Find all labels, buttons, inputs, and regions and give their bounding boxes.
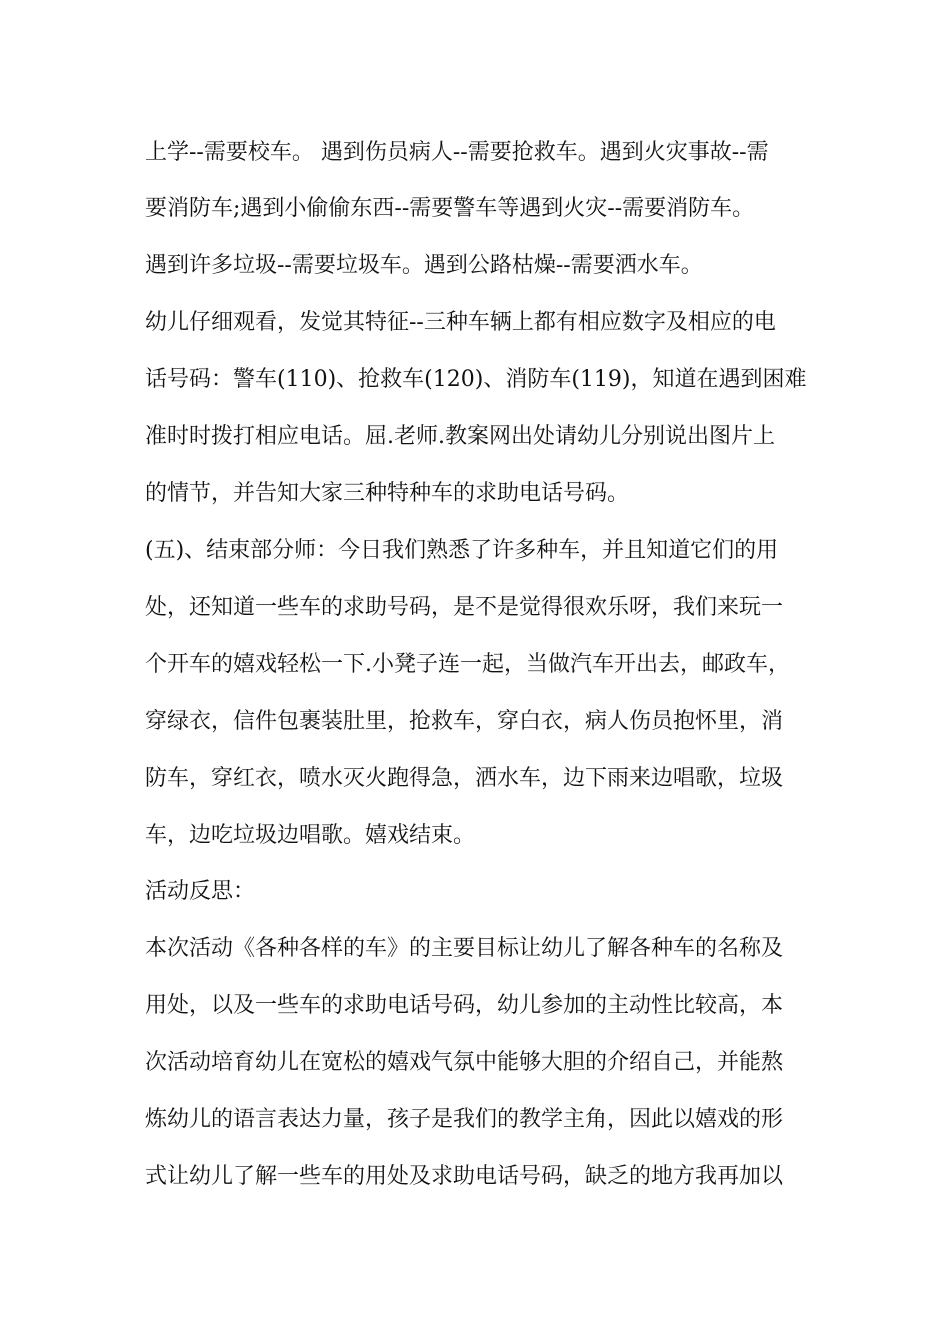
text-line: 遇到许多垃圾--需要垃圾车。遇到公路枯燥--需要洒水车。 <box>145 253 703 278</box>
text-line: 穿绿衣，信件包裹装肚里，抢救车，穿白衣，病人伤员抱怀里，消 <box>145 709 784 734</box>
text-line: 本次活动《各种各样的车》的主要目标让幼儿了解各种车的名称及 <box>145 936 784 961</box>
text-line: 次活动培育幼儿在宽松的嬉戏气氛中能够大胆的介绍自己，并能熬 <box>145 1050 784 1075</box>
text-line: 用处，以及一些车的求助电话号码，幼儿参加的主动性比较高，本 <box>145 993 784 1018</box>
text-line: 要消防车;遇到小偷偷东西--需要警车等遇到火灾--需要消防车。 <box>145 196 755 221</box>
text-line: 话号码：警车(110)、抢救车(120)、消防车(119)，知道在遇到困难 <box>145 367 807 392</box>
text-line: (五)、结束部分师：今日我们熟悉了许多种车，并且知道它们的用 <box>145 538 779 563</box>
text-line: 车，边吃垃圾边唱歌。嬉戏结束。 <box>145 823 476 848</box>
text-line: 防车，穿红衣，喷水灭火跑得急，洒水车，边下雨来边唱歌，垃圾 <box>145 766 784 791</box>
text-line: 式让幼儿了解一些车的用处及求助电话号码，缺乏的地方我再加以 <box>145 1164 784 1189</box>
text-line: 准时时拨打相应电话。屈.老师.教案网出处请幼儿分别说出图片上 <box>145 424 775 449</box>
text-line: 炼幼儿的语言表达力量，孩子是我们的教学主角，因此以嬉戏的形 <box>145 1107 784 1132</box>
text-line: 幼儿仔细观看，发觉其特征--三种车辆上都有相应数字及相应的电 <box>145 310 776 335</box>
section-heading: 活动反思： <box>145 879 256 904</box>
text-line: 处，还知道一些车的求助号码，是不是觉得很欢乐呀，我们来玩一 <box>145 595 784 620</box>
text-line: 个开车的嬉戏轻松一下.小凳子连一起，当做汽车开出去，邮政车， <box>145 652 790 677</box>
text-line: 上学--需要校车。 遇到伤员病人--需要抢救车。遇到火灾事故--需 <box>145 140 769 165</box>
text-line: 的情节，并告知大家三种特种车的求助电话号码。 <box>145 481 630 506</box>
